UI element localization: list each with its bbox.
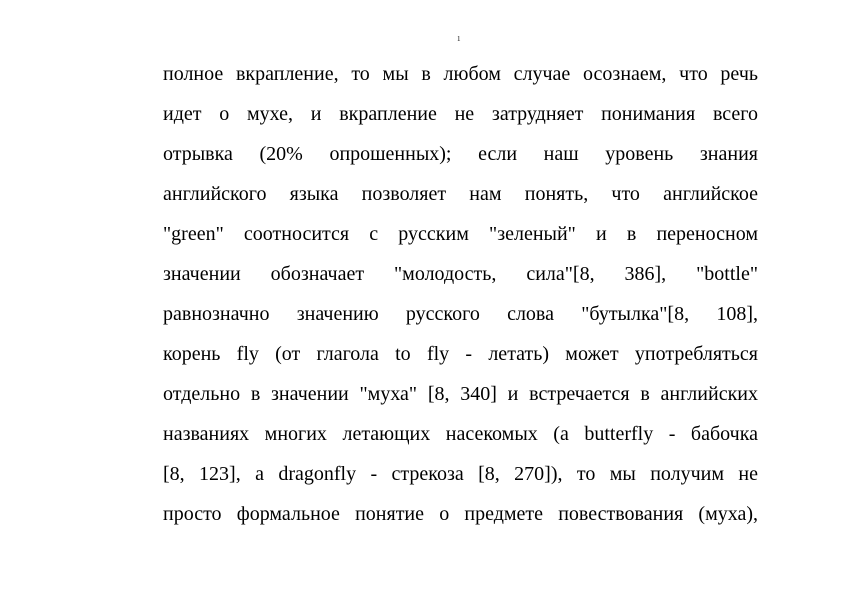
page-number: 1 — [457, 35, 461, 43]
text-line: корень fly (от глагола to fly - летать) может употребляться — [163, 343, 758, 365]
text-line: отрывка (20% опрошенных); если наш уровень знания — [163, 143, 758, 165]
text-line: просто формальное понятие о предмете повествования (муха), — [163, 503, 758, 525]
text-line: полное вкрапление, то мы в любом случае осознаем, что речь — [163, 63, 758, 85]
text-line: равнозначно значению русского слова "бутылка"[8, 108], — [163, 303, 758, 325]
text-line: идет о мухе, и вкрапление не затрудняет понимания всего — [163, 103, 758, 125]
body-text — [163, 61, 758, 541]
text-line: значении обозначает "молодость, сила"[8, 386], "bottle" — [163, 263, 758, 285]
text-line: названиях многих летающих насекомых (а butterfly - бабочка — [163, 423, 758, 445]
text-line: [8, 123], а dragonfly - стрекоза [8, 270]), то мы получим не — [163, 463, 758, 485]
text-line: английского языка позволяет нам понять, что английское — [163, 183, 758, 205]
text-line: "green" соотносится с русским "зеленый" и в переносном — [163, 223, 758, 245]
text-line: отдельно в значении "муха" [8, 340] и встречается в английских — [163, 383, 758, 405]
